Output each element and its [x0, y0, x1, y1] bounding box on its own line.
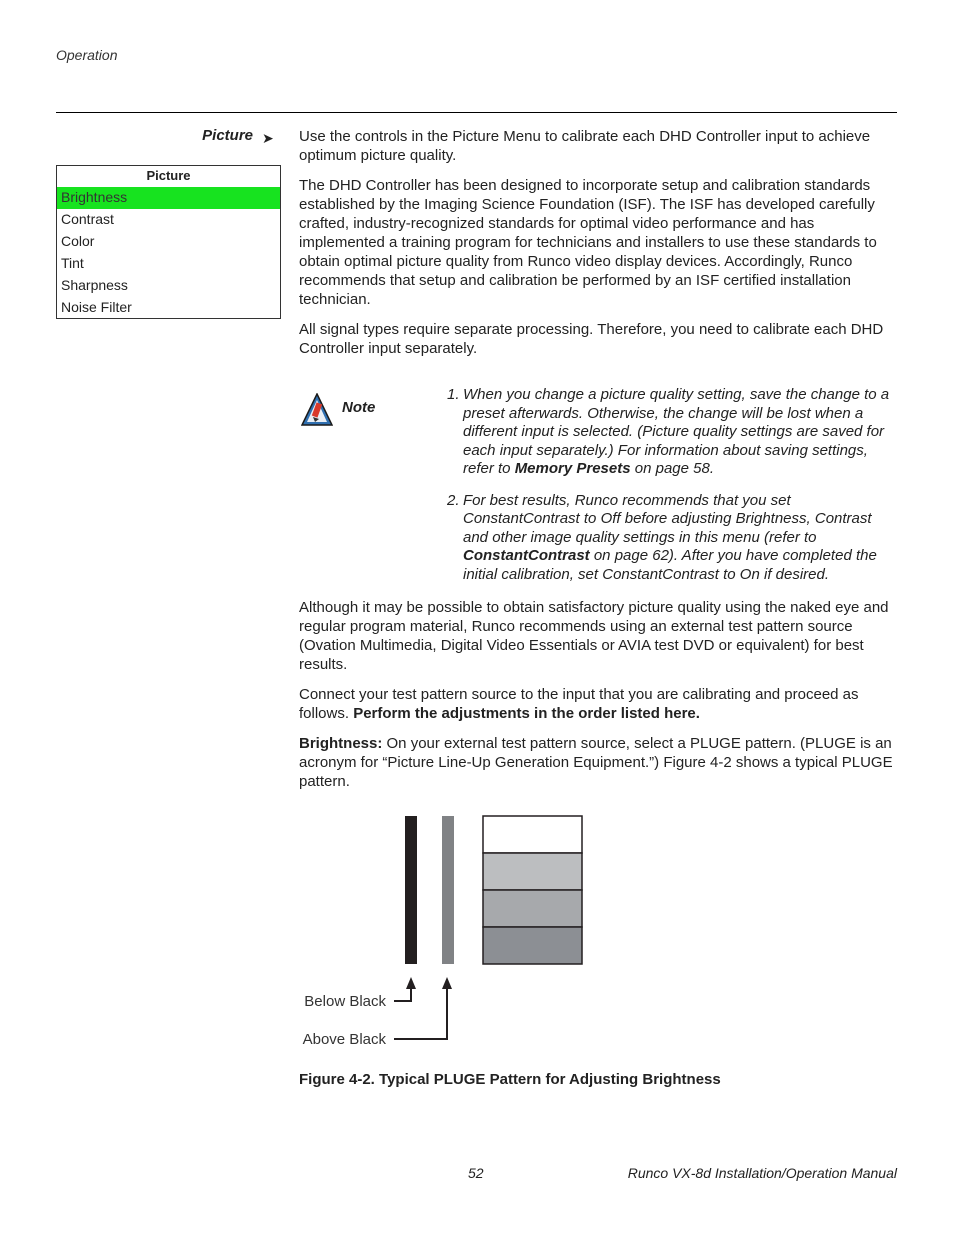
- pluge-step-4: [483, 927, 582, 964]
- paragraph: [299, 685, 897, 723]
- figure-caption: Figure 4-2. Typical PLUGE Pattern for Adjusting Brightness: [299, 1071, 721, 1088]
- menu-item-brightness[interactable]: Brightness: [57, 187, 280, 209]
- paragraph: All signal types require separate processing. Therefore, you need to calibrate each DHD Controller input separately.: [299, 321, 884, 357]
- instructions-text: [299, 598, 897, 802]
- note-number: 2.: [447, 491, 460, 509]
- above-black-label: Above Black: [302, 1031, 386, 1048]
- picture-menu: [56, 165, 281, 319]
- above-black-bar: [442, 816, 454, 964]
- paragraph: Use the controls in the Picture Menu to calibrate each DHD Controller input to achieve optimum picture quality.: [299, 128, 871, 164]
- intro-text: [299, 127, 897, 369]
- note-text: on page 58.: [630, 460, 715, 477]
- running-header: Operation: [56, 47, 118, 63]
- page-number: 52: [468, 1165, 484, 1181]
- section-title: Picture: [202, 127, 253, 144]
- below-black-label: Below Black: [304, 993, 386, 1010]
- note-link-constantcontrast[interactable]: ConstantContrast: [463, 547, 590, 564]
- note-text: For best results, Runco recommends that you set ConstantContrast to Off before adjusting Brightness, Contrast and other image quality settings in this menu (refer to: [463, 491, 872, 546]
- header-rule: [56, 112, 897, 113]
- below-black-arrowhead-icon: [406, 977, 416, 989]
- brightness-label: Brightness:: [299, 735, 383, 752]
- section-arrow-icon: ➤: [262, 130, 274, 146]
- above-black-pointer: [394, 984, 447, 1039]
- note-label: Note: [342, 399, 376, 416]
- paragraph: The DHD Controller has been designed to incorporate setup and calibration standards established by the Imaging Science Foundation (ISF). The ISF has developed carefully crafted, industry-recognized standards for optimal video performance and has implemented a training program for technicians and installers to use these standards to obtain optimal picture quality from Runco video display devices. Accordingly, Runco recommends that setup and calibration be performed by an ISF certified installation technician.: [299, 177, 877, 308]
- note-list: [447, 386, 899, 584]
- note-item: [447, 492, 899, 585]
- menu-item-noise-filter[interactable]: Noise Filter: [61, 299, 132, 315]
- menu-item-contrast[interactable]: Contrast: [61, 211, 114, 227]
- pluge-step-1: [483, 816, 582, 853]
- paragraph-text: Connect your test pattern source to the input that you are calibrating and proceed as follows.: [299, 686, 859, 722]
- note-item: [447, 386, 899, 479]
- note-text: When you change a picture quality setting, save the change to a preset afterwards. Otherwise, the change will be lost when a different input is selected. (Picture quality settings are saved for each input separately.) For information about saving settings, refer to: [463, 386, 890, 477]
- pluge-step-2: [483, 853, 582, 890]
- note-number: 1.: [447, 386, 460, 403]
- menu-item-sharpness[interactable]: Sharpness: [61, 277, 128, 293]
- menu-item-tint[interactable]: Tint: [61, 255, 84, 271]
- menu-title: Picture: [146, 168, 191, 183]
- pluge-step-3: [483, 890, 582, 927]
- paragraph: [299, 734, 897, 791]
- menu-item-color[interactable]: Color: [61, 233, 95, 249]
- footer-title: Runco VX-8d Installation/Operation Manual: [627, 1165, 897, 1181]
- note-text: on page 62). After you have completed the initial calibration, set ConstantContrast to On if desired.: [463, 547, 877, 583]
- pluge-figure: [299, 808, 599, 1058]
- note-pencil-icon: [301, 393, 333, 432]
- above-black-arrowhead-icon: [442, 977, 452, 989]
- note-link-memory-presets[interactable]: Memory Presets: [514, 460, 631, 477]
- paragraph-text: On your external test pattern source, select a PLUGE pattern. (PLUGE is an acronym for “Picture Line-Up Generation Equipment.”) Figure 4-2 shows a typical PLUGE pattern.: [299, 735, 893, 790]
- paragraph-emphasis: Perform the adjustments in the order listed here.: [353, 705, 700, 722]
- below-black-bar: [405, 816, 417, 964]
- paragraph: Although it may be possible to obtain satisfactory picture quality using the naked eye and regular program material, Runco recommends using an external test pattern source (Ovation Multimedia, Digital Video Essentials or AVIA test DVD or equivalent) for best results.: [299, 599, 889, 673]
